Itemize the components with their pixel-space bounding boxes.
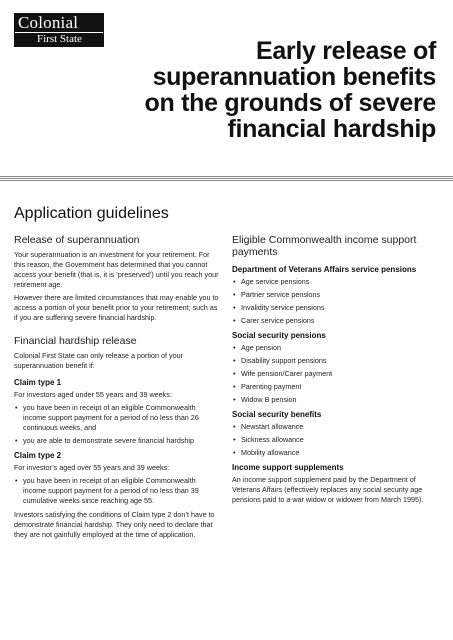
title-line: on the grounds of severe [144,89,436,117]
list-item: • Age pension [232,343,442,353]
logo-line-1: Colonial [15,14,103,32]
social-security-pensions-list [232,343,442,405]
claim-type-2-outro: Investors satisfying the conditions of Claim type 2 don’t have to demonstrate financial hardship. They only need to declare that they are not gainfully employed at the time of application. [14,510,215,539]
list-item: • Invalidity service pensions [232,303,442,313]
document-title [106,38,436,142]
title-line: Early release of [255,37,436,65]
list-item: • Widow B pension [232,395,442,405]
claim-type-2-list [14,476,219,506]
social-security-benefits-list [232,422,442,458]
list-item: • you have been in receipt of an eligible Commonwealth income support payment for a period of no less than 26 continuous weeks, and [14,403,219,433]
social-security-pensions-heading: Social security pensions [232,331,326,340]
income-support-supplements-heading: Income support supplements [232,463,344,472]
list-item: • Sickness allowance [232,435,442,445]
claim-type-1-list [14,403,219,446]
list-item: • Carer service pensions [232,316,442,326]
dva-heading: Department of Veterans Affairs service pensions [232,265,417,274]
right-column [232,234,442,508]
claim-type-2-heading: Claim type 2 [14,451,62,460]
release-paragraph-2: However there are limited circumstances that may enable you to access a portion of your benefit prior to your retirement; such as if you are suffering severe financial hardship. [14,293,219,322]
title-line: superannuation benefits [152,63,436,91]
hardship-heading: Financial hardship release [14,335,137,347]
list-item: • Disability support pensions [232,356,442,366]
claim-type-2-intro: For investor’s aged over 55 years and 39 weeks: [14,463,170,472]
eligible-payments-heading: Eligible Commonwealth income support payments [232,234,417,258]
social-security-benefits-heading: Social security benefits [232,410,322,419]
list-item: • Parenting payment [232,382,442,392]
income-support-paragraph: An income support supplement paid by the Department of Veterans Affairs (effectively replaces any social security age pensions paid to a war widow or widower from March 1995). [232,475,424,504]
logo-line-2: First State [15,32,103,46]
list-item: • Wife pension/Carer payment [232,369,442,379]
title-line: financial hardship [227,115,436,143]
left-column [14,234,219,543]
hardship-paragraph: Colonial First State can only release a portion of your superannuation benefit if: [14,351,183,370]
horizontal-rule [0,176,453,181]
list-item: • Age service pensions [232,277,442,287]
section-title: Application guidelines [14,205,169,222]
list-item: • Newstart allowance [232,422,442,432]
list-item: • you are able to demonstrate severe financial hardship [14,436,219,446]
claim-type-1-heading: Claim type 1 [14,378,62,387]
release-paragraph-1: Your superannuation is an investment for your retirement. For this reason, the Government has determined that you cannot access your benefit (that is, it is ‘preserved’) until you reach your retirement age. [14,250,219,289]
claim-type-1-intro: For investors aged under 55 years and 39 weeks: [14,390,172,399]
list-item: • you have been in receipt of an eligible Commonwealth income support payment for a period of no less than 39 cumulative weeks since reaching age 55. [14,476,219,506]
list-item: • Partner service pensions [232,290,442,300]
release-heading: Release of superannuation [14,234,140,246]
dva-list [232,277,442,326]
list-item: • Mobility allowance [232,448,442,458]
colonial-first-state-logo [14,13,104,47]
